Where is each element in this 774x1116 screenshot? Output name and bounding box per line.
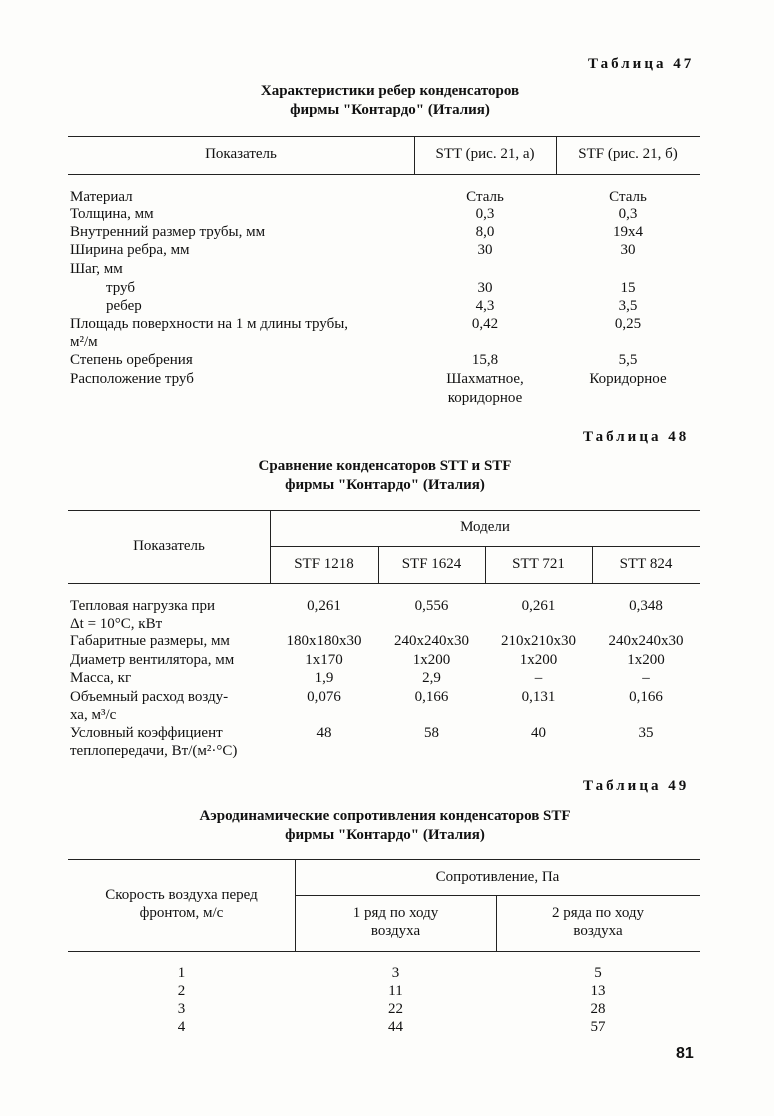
table-48-row-label-cont: ха, м³/с [70, 707, 117, 723]
table-48-row-value: 240x240x30 [608, 633, 684, 649]
table-49-group-rule [295, 895, 700, 896]
table-47-row-stf-value: 15 [620, 280, 636, 296]
table-47-row-stt-value: 30 [477, 280, 493, 296]
table-48-row-label: Габаритные размеры, мм [70, 633, 230, 649]
table-47-row-stt-value: 4,3 [475, 298, 495, 314]
table-47-row-label: ребер [106, 298, 142, 314]
table-48-row-value: 1x200 [519, 652, 558, 668]
table-49-row-speed: 1 [177, 965, 186, 981]
table-48-header-model-2: STF 1624 [401, 556, 462, 572]
table-48-header-model-4: STT 824 [619, 556, 673, 572]
table-47-title-line1: Характеристики ребер конденсаторов [260, 83, 520, 99]
table-49-row-speed: 3 [177, 1001, 186, 1017]
table-48-header-model-1: STF 1218 [294, 556, 354, 572]
table-48-row-value: 0,348 [629, 598, 663, 614]
table-47-row-label: Материал [70, 189, 133, 205]
table-47-header-stt: STT (рис. 21, а) [435, 146, 535, 162]
table-48-row-value: 0,261 [521, 598, 556, 614]
table-49-header-one-row-line1: 1 ряд по ходу [352, 905, 439, 921]
table-48-row-value: 0,131 [521, 689, 556, 705]
table-48-top-rule [68, 510, 700, 511]
table-48-row-value: – [642, 670, 650, 686]
table-47-row-label: Площадь поверхности на 1 м длины трубы, [70, 316, 349, 332]
table-47-row-stf-value: Коридорное [589, 371, 667, 387]
table-47-row-stf-value: Сталь [609, 189, 647, 205]
table-47-row-stf-value: 19x4 [613, 224, 643, 240]
table-48-row-value: 1,9 [314, 670, 334, 686]
table-48-row-label-cont: теплопередачи, Вт/(м²·°C) [70, 743, 238, 759]
table-47-top-rule [68, 136, 700, 137]
table-49-row-one-row-value: 44 [388, 1019, 403, 1035]
table-47-row-stt-value: 8,0 [475, 224, 495, 240]
table-48-title-line1: Сравнение конденсаторов STT и STF [258, 458, 512, 474]
table-48-row-value: 0,166 [629, 689, 663, 705]
table-49-header-speed-line1: Скорость воздуха перед [105, 887, 258, 903]
table-49-header-resistance: Сопротивление, Па [435, 869, 560, 885]
table-49-row-speed: 4 [177, 1019, 186, 1035]
table-49-header-one-row-line2: воздуха [370, 923, 421, 939]
table-48-row-value: 48 [316, 725, 332, 741]
table-48-row-label: Масса, кг [70, 670, 132, 686]
table-48-row-value: 0,166 [414, 689, 449, 705]
table-49-row-two-rows-value: 13 [590, 983, 606, 999]
table-48-row-label-cont: Δt = 10°C, кВт [70, 616, 163, 632]
table-47-row-label: Шаг, мм [70, 261, 123, 277]
table-47-row-stf-value: 0,3 [618, 206, 638, 222]
table-47-row-label: Толщина, мм [70, 206, 154, 222]
table-48-header-param: Показатель [133, 538, 205, 554]
table-49-top-rule [68, 859, 700, 860]
table-49-header-rule [68, 951, 700, 952]
table-47-row-stt-value: 0,42 [471, 316, 499, 332]
table-49-header-speed-line2: фронтом, м/с [139, 905, 224, 921]
table-47-row-label: Расположение труб [70, 371, 194, 387]
table-48-row-value: – [534, 670, 543, 686]
table-48-row-value: 240x240x30 [394, 633, 469, 649]
page-number: 81 [676, 1045, 694, 1062]
table-48-row-label: Объемный расход возду- [70, 689, 229, 705]
table-47-number: Таблица 47 [588, 56, 695, 72]
table-47-row-stt-value: Шахматное, [446, 371, 524, 387]
table-47-row-stt-value: 0,3 [475, 206, 495, 222]
table-47-row-stt-value: коридорное [447, 390, 523, 406]
table-48-row-value: 210x210x30 [501, 633, 576, 649]
table-48-row-value: 58 [424, 725, 439, 741]
table-48-row-value: 40 [531, 725, 546, 741]
table-49-row-one-row-value: 11 [388, 983, 403, 999]
table-47-row-label: Ширина ребра, мм [70, 242, 190, 258]
table-49-row-two-rows-value: 28 [590, 1001, 606, 1017]
table-47-header-stf: STF (рис. 21, б) [578, 146, 678, 162]
table-47-header-param: Показатель [205, 146, 277, 162]
table-47-row-stt-value: 30 [477, 242, 493, 258]
table-48-header-model-3: STT 721 [512, 556, 565, 572]
table-48-row-label: Тепловая нагрузка при [70, 598, 216, 614]
table-48-row-value: 0,556 [414, 598, 449, 614]
table-49-number: Таблица 49 [583, 778, 690, 794]
table-47-title-line2: фирмы "Контардо" (Италия) [290, 102, 490, 118]
table-47-row-label: м²/м [70, 334, 98, 350]
table-48-row-label: Условный коэффициент [70, 725, 223, 741]
table-48-header-models: Модели [460, 519, 510, 535]
table-49-row-two-rows-value: 57 [590, 1019, 606, 1035]
table-48-title-line2: фирмы "Контардо" (Италия) [285, 477, 485, 493]
table-48-row-value: 0,076 [307, 689, 341, 705]
table-49-title-line1: Аэродинамические сопротивления конденсаторов STF [199, 808, 571, 824]
table-48-row-value: 1x200 [412, 652, 451, 668]
table-48-row-value: 180x180x30 [286, 633, 362, 649]
table-49-row-one-row-value: 22 [388, 1001, 403, 1017]
table-47-row-stf-value: 3,5 [618, 298, 638, 314]
table-49-header-two-rows-line2: воздуха [573, 923, 623, 939]
table-47-row-stt-value: Сталь [466, 189, 504, 205]
table-48-row-value: 0,261 [307, 598, 341, 614]
table-49-row-speed: 2 [177, 983, 186, 999]
table-49-header-two-rows-line1: 2 ряда по ходу [551, 905, 645, 921]
table-47-row-label: Степень оребрения [70, 352, 193, 368]
table-47-row-stf-value: 30 [620, 242, 636, 258]
table-47-row-stf-value: 5,5 [618, 352, 638, 368]
table-49-row-one-row-value: 3 [391, 965, 400, 981]
table-47-header-rule [68, 174, 700, 175]
table-48-header-rule [68, 583, 700, 584]
table-47-row-stf-value: 0,25 [614, 316, 642, 332]
table-48-row-value: 1x200 [627, 652, 665, 668]
table-48-row-label: Диаметр вентилятора, мм [70, 652, 235, 668]
table-49-row-two-rows-value: 5 [594, 965, 602, 981]
table-47-row-stt-value: 15,8 [471, 352, 499, 368]
table-48-row-value: 35 [638, 725, 654, 741]
table-47-row-label: труб [106, 280, 135, 296]
table-48-number: Таблица 48 [583, 429, 690, 445]
table-48-row-value: 1x170 [305, 652, 343, 668]
table-47-row-label: Внутренний размер трубы, мм [70, 224, 266, 240]
table-48-row-value: 2,9 [422, 670, 441, 686]
table-49-title-line2: фирмы "Контардо" (Италия) [285, 827, 485, 843]
